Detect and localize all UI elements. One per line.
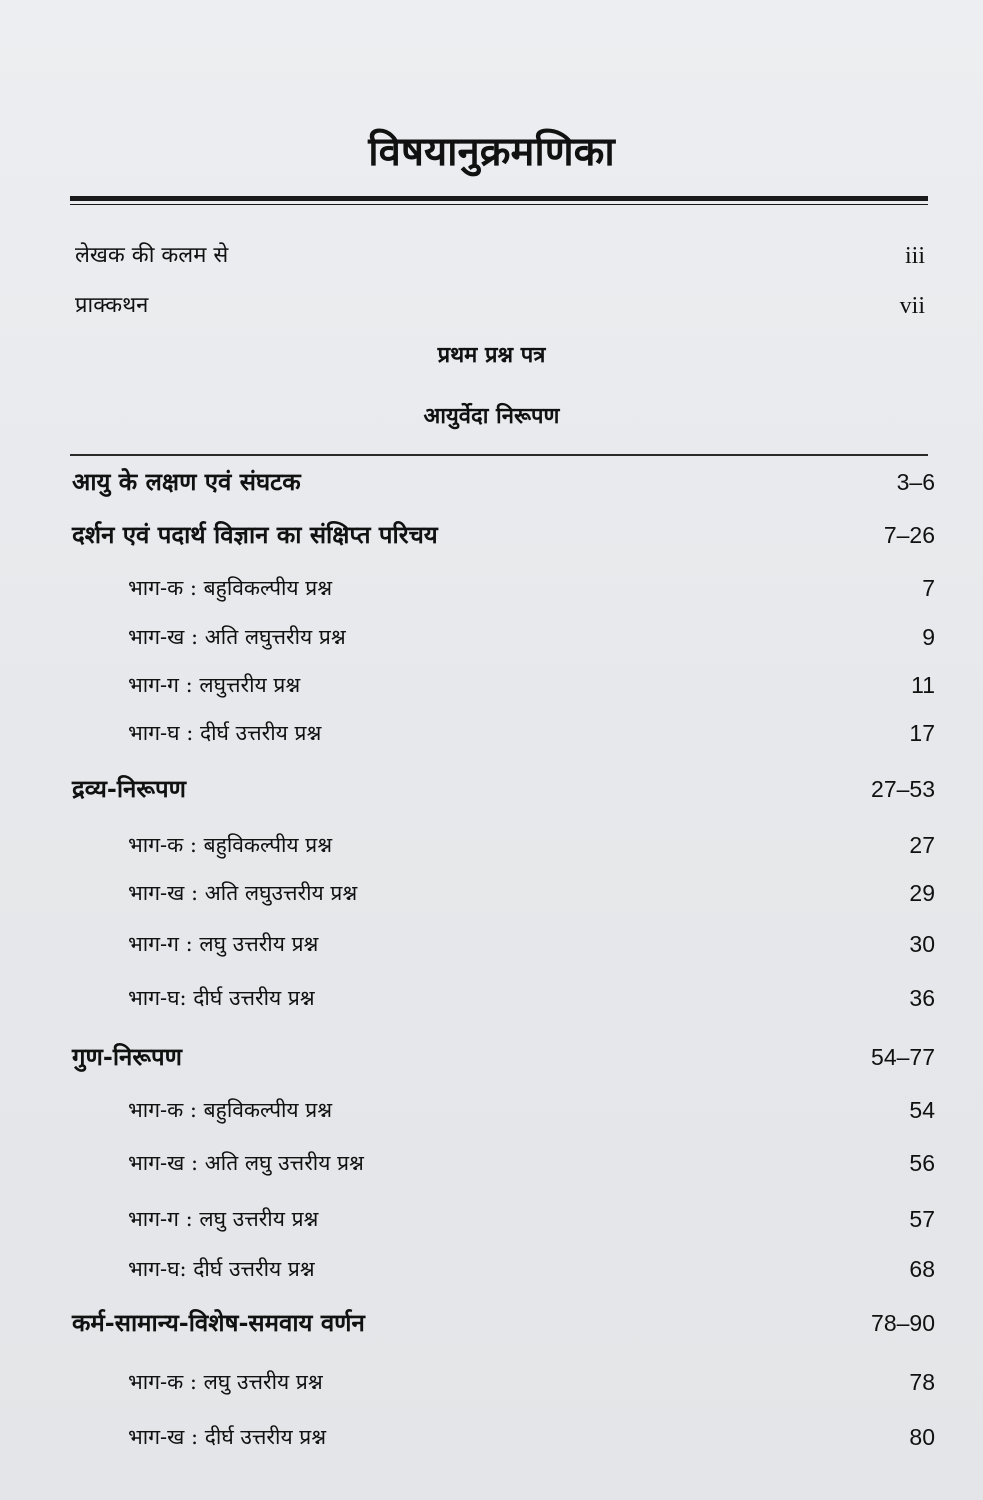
entry-label: लेखक की कलम से	[75, 243, 229, 268]
entry-page: iii	[904, 243, 925, 269]
section-rule	[70, 454, 928, 456]
part-label: भाग-घ: दीर्घ उत्तरीय प्रश्न	[128, 986, 315, 1010]
part-page: 68	[909, 1256, 935, 1282]
part-page: 54	[909, 1097, 935, 1123]
part-label: भाग-ख : दीर्घ उत्तरीय प्रश्न	[128, 1425, 327, 1449]
part-entry	[0, 1143, 983, 1183]
chapter-entry	[0, 1037, 983, 1077]
part-page: 30	[909, 931, 935, 957]
part-label: भाग-ग : लघु उत्तरीय प्रश्न	[128, 1207, 319, 1231]
part-entry	[0, 924, 983, 964]
part-page: 80	[909, 1424, 935, 1450]
part-label: भाग-ख : अति लघुउत्तरीय प्रश्न	[128, 881, 358, 905]
part-page: 56	[909, 1150, 935, 1176]
chapter-pages: 78–90	[871, 1310, 935, 1336]
chapter-pages: 3–6	[896, 469, 935, 495]
part-entry	[0, 1362, 983, 1402]
chapter-title: आयु के लक्षण एवं संघटक	[72, 467, 301, 496]
part-page: 57	[909, 1206, 935, 1232]
chapter-entry	[0, 769, 983, 809]
part-entry	[0, 1417, 983, 1457]
part-page: 17	[909, 720, 935, 746]
part-label: भाग-ग : लघु उत्तरीय प्रश्न	[128, 932, 319, 956]
contents-title: विषयानुक्रमणिका	[368, 128, 615, 175]
part-entry	[0, 825, 983, 865]
section-heading: आयुर्वेदा निरूपण	[423, 403, 560, 429]
title-rule-thin	[70, 204, 928, 205]
part-page: 78	[909, 1369, 935, 1395]
entry-page: vii	[899, 293, 925, 319]
title-rule-thick	[70, 196, 928, 201]
part-label: भाग-क : बहुविकल्पीय प्रश्न	[128, 1098, 333, 1122]
chapter-pages: 7–26	[883, 522, 935, 548]
part-entry	[0, 617, 983, 657]
chapter-title: गुण-निरूपण	[72, 1042, 182, 1071]
chapter-pages: 54–77	[871, 1044, 935, 1070]
part-entry	[0, 1090, 983, 1130]
part-entry	[0, 978, 983, 1018]
part-entry	[0, 568, 983, 608]
part-page: 9	[922, 624, 935, 650]
part-label: भाग-क : बहुविकल्पीय प्रश्न	[128, 833, 333, 857]
paper-heading: प्रथम प्रश्न पत्र	[437, 342, 546, 368]
part-label: भाग-क : लघु उत्तरीय प्रश्न	[128, 1370, 323, 1394]
chapter-entry	[0, 515, 983, 555]
part-page: 27	[909, 832, 935, 858]
chapter-entry	[0, 1303, 983, 1343]
chapter-title: दर्शन एवं पदार्थ विज्ञान का संक्षिप्त परिचय	[72, 520, 438, 549]
chapter-title: कर्म-सामान्य-विशेष-समवाय वर्णन	[72, 1308, 365, 1337]
part-label: भाग-घ: दीर्घ उत्तरीय प्रश्न	[128, 1257, 315, 1281]
entry-label: प्राक्कथन	[75, 293, 149, 318]
chapter-entry	[0, 462, 983, 502]
part-page: 29	[909, 880, 935, 906]
part-label: भाग-घ : दीर्घ उत्तरीय प्रश्न	[128, 721, 322, 745]
chapter-pages: 27–53	[871, 776, 935, 802]
part-page: 7	[922, 575, 935, 601]
front-matter-entry	[0, 236, 983, 276]
part-label: भाग-ख : अति लघु उत्तरीय प्रश्न	[128, 1151, 364, 1175]
part-entry	[0, 713, 983, 753]
part-page: 36	[909, 985, 935, 1011]
chapter-title: द्रव्य-निरूपण	[72, 774, 187, 803]
front-matter-entry	[0, 286, 983, 326]
part-label: भाग-क : बहुविकल्पीय प्रश्न	[128, 576, 333, 600]
part-label: भाग-ख : अति लघुत्तरीय प्रश्न	[128, 625, 346, 649]
part-entry	[0, 1199, 983, 1239]
part-entry	[0, 873, 983, 913]
part-label: भाग-ग : लघुत्तरीय प्रश्न	[128, 673, 301, 697]
part-page: 11	[911, 672, 935, 698]
part-entry	[0, 665, 983, 705]
part-entry	[0, 1249, 983, 1289]
